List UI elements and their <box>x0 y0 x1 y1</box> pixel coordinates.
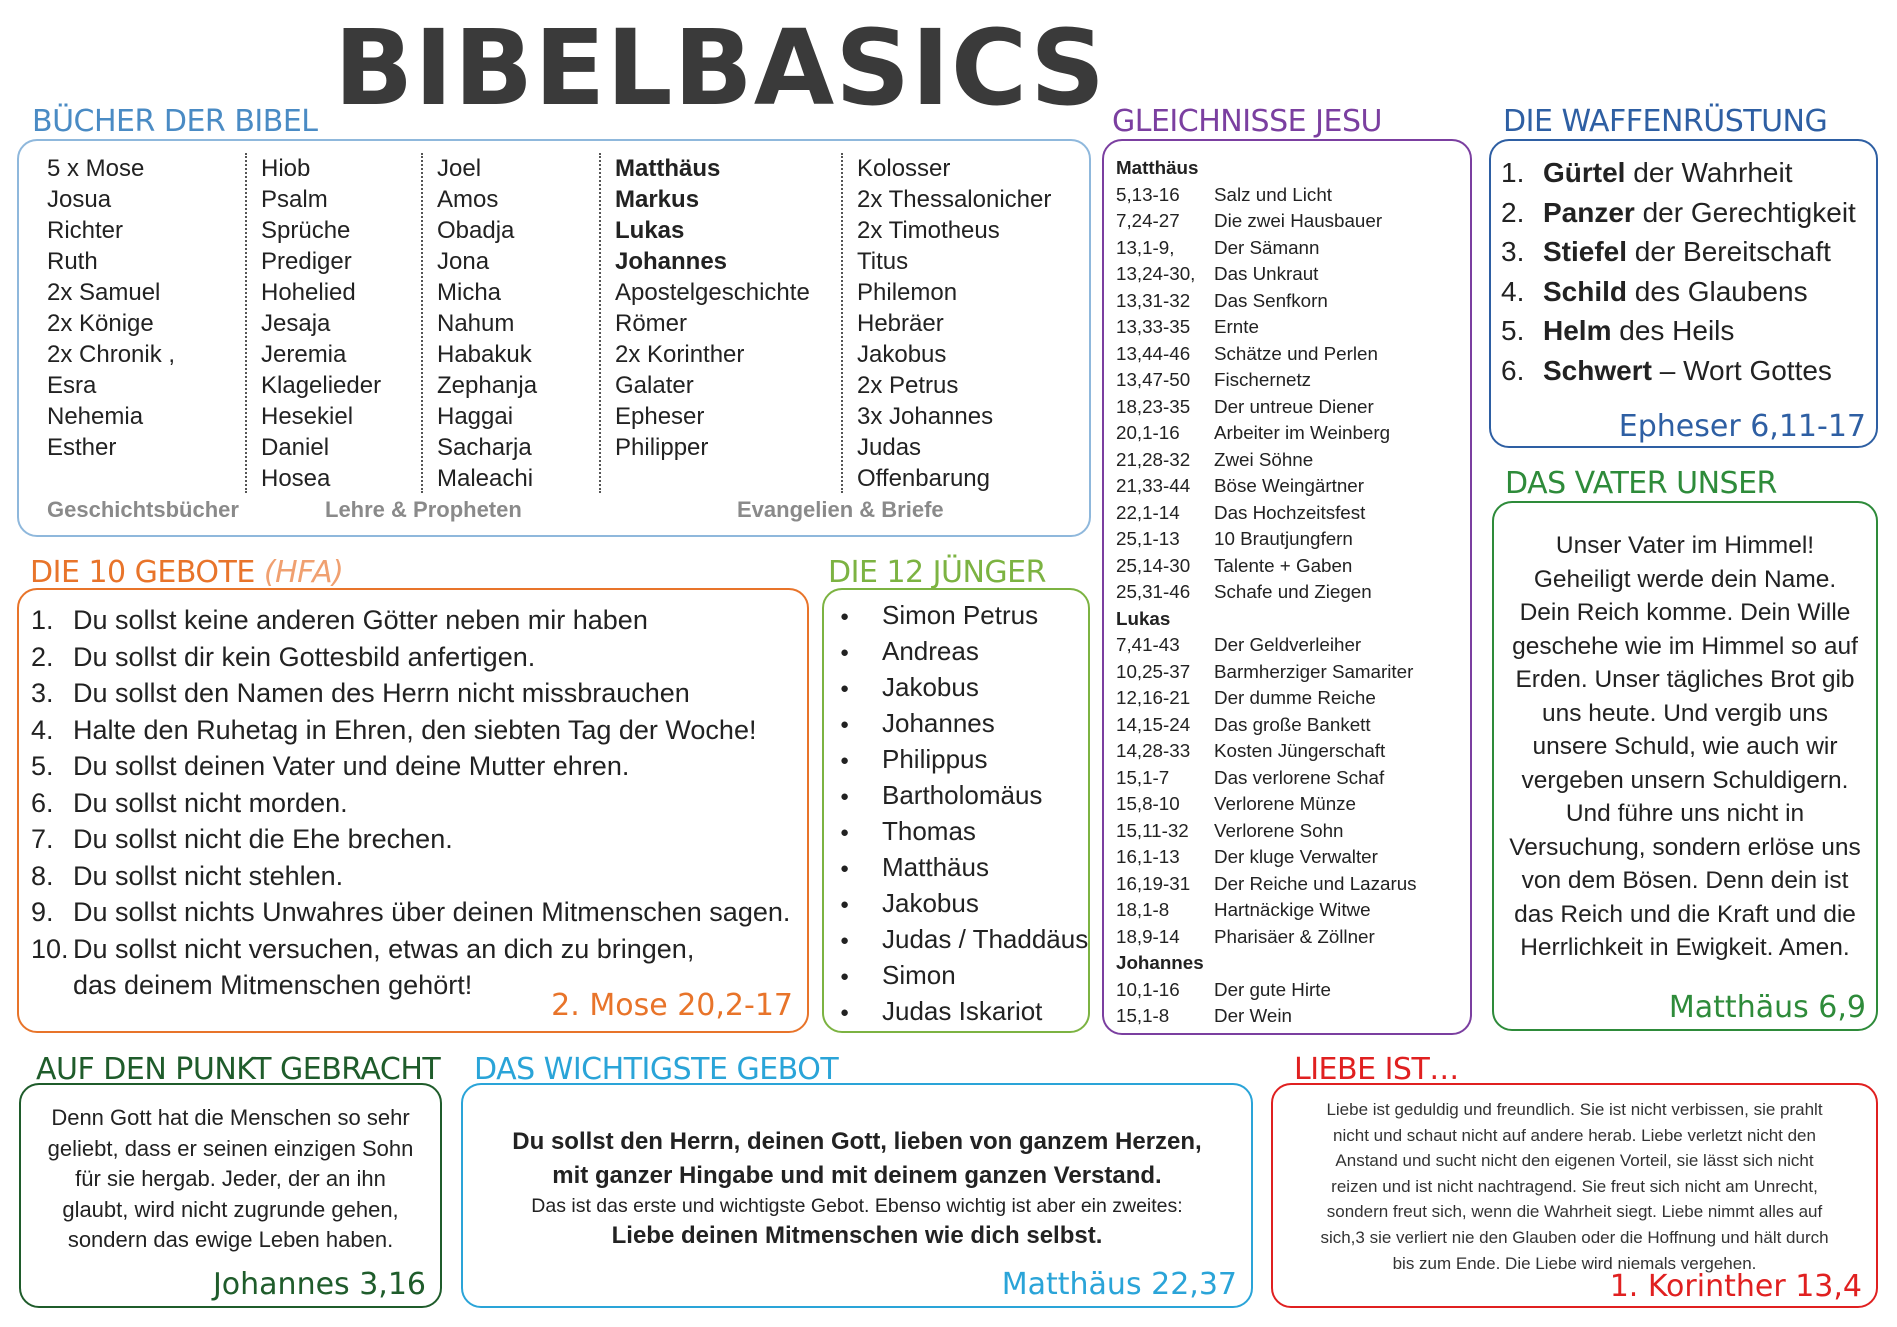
book-name: Offenbarung <box>857 465 990 492</box>
armor-meaning: des Glaubens <box>1627 275 1808 307</box>
disciple-item: ● Judas Iskariot <box>838 994 1088 1030</box>
parable-title: Talente + Gaben <box>1214 554 1353 576</box>
book-name: Jesaja <box>261 310 331 337</box>
parable-row <box>1116 314 1417 341</box>
book-name: Joel <box>437 155 482 182</box>
book-name: Esra <box>47 372 97 399</box>
parable-row <box>1116 924 1417 951</box>
parable-ref: 18,23-35 <box>1116 395 1191 417</box>
caption-history: Geschichtsbücher <box>47 497 239 522</box>
book-name: Lukas <box>615 217 685 244</box>
parable-ref: 16,19-31 <box>1116 872 1191 894</box>
commandments-list <box>31 602 790 1004</box>
armor-piece: Schwert <box>1543 354 1652 386</box>
book-name: Römer <box>615 310 688 337</box>
divider <box>599 153 601 493</box>
commandment-item <box>31 858 790 895</box>
parables-list <box>1116 155 1417 1030</box>
parable-row <box>1116 447 1417 474</box>
book-name: Philipper <box>615 434 709 461</box>
parable-title: Der Reiche und Lazarus <box>1214 872 1417 894</box>
disciple-item: ● Jakobus <box>838 670 1088 706</box>
love-line: nicht und schaut nicht auf andere herab. Liebe verletzt nicht den <box>1333 1125 1816 1145</box>
commandment-text: Du sollst keine anderen Götter neben mir haben <box>73 605 648 635</box>
parable-title: Der dumme Reiche <box>1214 687 1376 708</box>
armor-number: 5. <box>1501 315 1525 346</box>
prayer-reference: Matthäus 6,9 <box>1668 990 1866 1025</box>
summary-box <box>19 1083 442 1308</box>
parable-title: Der Sämann <box>1214 236 1320 258</box>
commandment-item <box>31 931 790 968</box>
armor-number: 4. <box>1501 275 1525 307</box>
parable-row <box>1116 579 1417 606</box>
parable-group-label: Johannes <box>1116 952 1204 973</box>
parable-row <box>1116 712 1417 739</box>
book-name: 2x Chronik , <box>47 341 176 368</box>
armor-item <box>1501 153 1856 193</box>
commandment-item <box>31 821 790 858</box>
commandment-text: Halte den Ruhetag in Ehren, den siebten Tag der Woche! <box>73 714 757 745</box>
parable-title: Der untreue Diener <box>1214 395 1374 417</box>
commandment-number: 2. <box>31 641 54 672</box>
page-title: BIBELBASICS <box>333 7 1107 129</box>
armor-item <box>1501 193 1856 233</box>
love-line: sich,3 sie verliert nie den Glauben oder die Hoffnung und hält durch <box>1320 1227 1829 1247</box>
parable-title: Fischernetz <box>1214 369 1312 390</box>
parable-ref: 22,1-14 <box>1116 501 1180 523</box>
prayer-box <box>1492 501 1878 1031</box>
parable-row <box>1116 871 1417 898</box>
divider <box>245 153 247 493</box>
parable-title: Verlorene Sohn <box>1214 819 1344 841</box>
commandment-text: Du sollst den Namen des Herrn nicht missbrauchen <box>73 678 690 708</box>
parable-title: Salz und Licht <box>1214 183 1332 205</box>
commandment-text: Du sollst deinen Vater und deine Mutter ehren. <box>73 751 630 781</box>
parable-row <box>1116 420 1417 447</box>
prayer-heading: DAS VATER UNSER <box>1505 466 1777 501</box>
parable-title: Die zwei Hausbauer <box>1214 210 1383 231</box>
love-heading: LIEBE IST… <box>1294 1052 1459 1087</box>
love-line: Liebe ist geduldig und freundlich. Sie ist nicht verbissen, sie prahlt <box>1326 1100 1823 1119</box>
summary-line: für sie hergab. Jeder, der an ihn <box>75 1166 386 1191</box>
parable-row <box>1116 553 1417 580</box>
armor-meaning: – Wort Gottes <box>1651 354 1832 386</box>
parable-ref: 13,1-9, <box>1116 236 1175 258</box>
disciple-item: ● Andreas <box>838 634 1088 670</box>
commandments-reference: 2. Mose 20,2-17 <box>551 988 793 1023</box>
greatest-text <box>463 1125 1251 1253</box>
commandment-number: 7. <box>31 824 54 854</box>
books-box <box>17 139 1091 537</box>
prayer-text <box>1494 529 1876 965</box>
parable-ref: 25,31-46 <box>1116 581 1191 602</box>
greatest-line-2: mit ganzer Hingabe und mit deinem ganzen Verstand. <box>552 1162 1162 1189</box>
disciple-item: ● Judas / Thaddäus <box>838 922 1088 958</box>
commandments-box <box>17 588 809 1033</box>
book-name: Richter <box>47 217 124 244</box>
book-name: Hebräer <box>857 310 944 337</box>
commandment-item <box>31 675 790 712</box>
parable-title: Kosten Jüngerschaft <box>1214 740 1386 761</box>
parable-title: Arbeiter im Weinberg <box>1214 422 1391 443</box>
prayer-line: unsere Schuld, wie auch wir <box>1532 733 1838 760</box>
book-name: Klagelieder <box>261 372 382 399</box>
book-name: 2x Timotheus <box>857 217 1000 244</box>
divider <box>841 153 843 493</box>
parable-row <box>1116 367 1417 394</box>
parable-title: Barmherziger Samariter <box>1214 660 1414 682</box>
armor-list <box>1501 153 1856 390</box>
commandment-item <box>31 639 790 676</box>
disciple-item: ● Bartholomäus <box>838 778 1088 814</box>
parable-row <box>1116 791 1417 818</box>
parable-row <box>1116 208 1417 235</box>
armor-piece: Schild <box>1543 275 1628 307</box>
commandment-item <box>31 894 790 931</box>
disciple-item: ● Thomas <box>838 814 1088 850</box>
book-name: Hohelied <box>261 279 356 306</box>
armor-item <box>1501 311 1856 351</box>
armor-number: 1. <box>1501 157 1525 188</box>
prayer-line: Geheiligt werde dein Name. <box>1533 565 1837 593</box>
commandment-number: 4. <box>31 714 54 745</box>
book-name: Matthäus <box>615 155 721 182</box>
divider <box>421 153 423 493</box>
prayer-line: Versuchung, sondern erlöse uns <box>1509 833 1861 861</box>
love-line: Anstand und sucht nicht den eigenen Vorteil, sie lässt sich nicht <box>1335 1151 1814 1171</box>
book-name: 2x Petrus <box>857 372 959 399</box>
parable-ref: 5,13-16 <box>1116 183 1180 205</box>
parable-row <box>1116 182 1417 209</box>
book-name: Kolosser <box>857 155 951 182</box>
parable-ref: 21,28-32 <box>1116 448 1191 470</box>
parable-ref: 13,24-30, <box>1116 263 1196 284</box>
parable-row <box>1116 235 1417 262</box>
parable-title: 10 Brautjungfern <box>1214 528 1353 549</box>
parable-ref: 10,1-16 <box>1116 978 1180 1000</box>
parable-ref: 10,25-37 <box>1116 660 1191 682</box>
books-heading: BÜCHER DER BIBEL <box>32 104 318 139</box>
commandment-item <box>31 785 790 822</box>
parable-ref: 13,47-50 <box>1116 369 1191 390</box>
books-col-prophets <box>437 153 537 494</box>
parable-title: Schätze und Perlen <box>1214 342 1378 364</box>
book-name: 5 x Mose <box>47 155 145 182</box>
parable-row <box>1116 1003 1417 1030</box>
parable-title: Das Hochzeitsfest <box>1214 501 1366 523</box>
parable-ref: 7,41-43 <box>1116 634 1180 655</box>
love-line: reizen und ist nicht nachtragend. Sie freut sich nicht am Unrecht, <box>1331 1176 1818 1196</box>
summary-line: geliebt, dass er seinen einzigen Sohn <box>47 1135 414 1161</box>
armor-piece: Gürtel <box>1543 157 1626 188</box>
book-name: 2x Thessalonicher <box>857 186 1052 213</box>
commandment-number: 6. <box>31 787 54 818</box>
parable-ref: 14,28-33 <box>1116 740 1191 761</box>
book-name: Micha <box>437 279 502 306</box>
parable-ref: 15,11-32 <box>1116 819 1189 841</box>
parable-title: Ernte <box>1214 316 1259 337</box>
greatest-box <box>461 1083 1253 1308</box>
book-name: Jeremia <box>261 341 347 368</box>
book-name: 2x Korinther <box>615 341 745 368</box>
armor-piece: Stiefel <box>1543 236 1628 267</box>
parable-row <box>1116 341 1417 368</box>
parable-title: Der Geldverleiher <box>1214 634 1362 655</box>
greatest-line-4: Liebe deinen Mitmenschen wie dich selbst. <box>611 1222 1103 1249</box>
book-name: Epheser <box>615 403 705 430</box>
disciples-box <box>822 588 1090 1033</box>
summary-heading: AUF DEN PUNKT GEBRACHT <box>36 1052 441 1087</box>
parable-title: Böse Weingärtner <box>1214 475 1364 496</box>
commandment-text: Du sollst nicht die Ehe brechen. <box>73 824 453 854</box>
prayer-line: geschehe wie im Himmel so auf <box>1512 632 1858 660</box>
book-name: Prediger <box>261 248 352 275</box>
parable-ref: 13,44-46 <box>1116 342 1191 364</box>
book-name: Galater <box>615 372 694 399</box>
books-col-wisdom <box>261 153 381 494</box>
parable-ref: 25,1-13 <box>1116 528 1180 549</box>
parable-title: Zwei Söhne <box>1214 448 1314 470</box>
commandment-text: das deinem Mitmenschen gehört! <box>73 970 473 1000</box>
parable-title: Der Wein <box>1214 1005 1292 1026</box>
books-col-history <box>47 153 175 463</box>
book-name: Markus <box>615 186 700 213</box>
parable-row <box>1116 765 1417 792</box>
book-name: Sacharja <box>437 434 532 461</box>
book-name: Esther <box>47 434 117 461</box>
love-line: sondern freut sich, wenn die Wahrheit siegt. Liebe nimmt alles auf <box>1326 1202 1823 1222</box>
prayer-line: das Reich und die Kraft und die <box>1514 900 1856 928</box>
armor-meaning: der Wahrheit <box>1625 157 1793 188</box>
disciple-item: ● Matthäus <box>838 850 1088 886</box>
parable-ref: 13,33-35 <box>1116 316 1191 337</box>
parable-ref: 21,33-44 <box>1116 475 1191 496</box>
summary-line: Denn Gott hat die Menschen so sehr <box>51 1105 410 1130</box>
love-reference: 1. Korinther 13,4 <box>1609 1269 1862 1304</box>
commandment-number: 1. <box>31 605 54 635</box>
book-name: Titus <box>857 248 909 275</box>
book-name: Philemon <box>857 279 958 306</box>
parable-row <box>1116 500 1417 527</box>
parable-row <box>1116 526 1417 553</box>
commandments-title: DIE 10 GEBOTE <box>30 555 255 590</box>
commandment-text: Du sollst nicht versuchen, etwas an dich zu bringen, <box>73 933 695 964</box>
parable-ref: 7,24-27 <box>1116 210 1180 231</box>
books-col-gospels <box>615 153 810 463</box>
book-name: Jakobus <box>857 341 947 368</box>
disciple-item: ● Philippus <box>838 742 1088 778</box>
book-name: Nehemia <box>47 403 144 430</box>
commandment-text: Du sollst nicht stehlen. <box>73 860 344 891</box>
summary-line: glaubt, wird nicht zugrunde gehen, <box>62 1196 399 1222</box>
parable-title: Pharisäer & Zöllner <box>1214 925 1375 947</box>
parable-group-label: Lukas <box>1116 607 1171 629</box>
commandment-item <box>31 602 790 639</box>
love-line: bis zum Ende. Die Liebe wird niemals vergehen. <box>1392 1253 1757 1273</box>
summary-line: sondern das ewige Leben haben. <box>67 1227 394 1252</box>
greatest-line-3: Das ist das erste und wichtigste Gebot. Ebenso wichtig ist aber ein zweites: <box>531 1195 1183 1217</box>
caption-teaching: Lehre & Propheten <box>325 497 522 522</box>
armor-item <box>1501 272 1856 312</box>
commandment-number: 9. <box>31 897 54 927</box>
summary-text <box>21 1103 440 1256</box>
parable-ref: 14,15-24 <box>1116 713 1191 735</box>
summary-reference: Johannes 3,16 <box>212 1267 426 1302</box>
parable-ref: 25,14-30 <box>1116 554 1191 576</box>
book-name: 3x Johannes <box>857 403 994 430</box>
armor-heading: DIE WAFFENRÜSTUNG <box>1503 104 1828 139</box>
commandment-number: 10. <box>31 933 69 964</box>
armor-meaning: des Heils <box>1611 315 1735 346</box>
love-box <box>1271 1083 1878 1308</box>
parable-title: Der kluge Verwalter <box>1214 846 1378 867</box>
parable-row <box>1116 632 1417 659</box>
book-name: Judas <box>857 434 922 461</box>
book-name: Hiob <box>261 155 311 182</box>
prayer-line: von dem Bösen. Denn dein ist <box>1521 867 1849 894</box>
book-name: Johannes <box>615 248 728 275</box>
armor-reference: Epheser 6,11-17 <box>1618 409 1866 444</box>
commandment-item <box>31 712 790 749</box>
parable-row <box>1116 738 1417 765</box>
greatest-line-1: Du sollst den Herrn, deinen Gott, lieben von ganzem Herzen, <box>512 1128 1202 1155</box>
parable-row <box>1116 394 1417 421</box>
armor-meaning: der Bereitschaft <box>1627 236 1831 267</box>
disciple-item: ● Simon Petrus <box>838 598 1088 634</box>
parable-title: Verlorene Münze <box>1214 793 1356 814</box>
parable-title: Das Unkraut <box>1214 263 1319 284</box>
armor-meaning: der Gerechtigkeit <box>1634 196 1856 228</box>
book-name: Hosea <box>261 465 331 492</box>
book-name: Maleachi <box>437 465 534 492</box>
greatest-heading: DAS WICHTIGSTE GEBOT <box>474 1052 839 1087</box>
parables-box <box>1102 139 1472 1035</box>
commandment-number: 5. <box>31 751 54 781</box>
disciples-list <box>838 598 1088 1030</box>
armor-box <box>1489 139 1878 448</box>
armor-number: 2. <box>1501 196 1525 228</box>
parable-row <box>1116 473 1417 500</box>
caption-gospels: Evangelien & Briefe <box>737 497 944 522</box>
commandments-heading <box>30 555 343 591</box>
books-col-letters <box>857 153 1051 494</box>
parable-row <box>1116 818 1417 845</box>
parable-title: Der gute Hirte <box>1214 978 1331 1000</box>
parable-ref: 13,31-32 <box>1116 289 1191 311</box>
parable-row <box>1116 977 1417 1004</box>
parables-heading: GLEICHNISSE JESU <box>1112 104 1382 139</box>
parable-ref: 16,1-13 <box>1116 846 1180 867</box>
parable-row <box>1116 288 1417 315</box>
commandment-item <box>31 748 790 785</box>
book-name: Ruth <box>47 248 98 275</box>
parable-row <box>1116 844 1417 871</box>
parable-ref: 18,1-8 <box>1116 899 1170 920</box>
parable-ref: 15,8-10 <box>1116 793 1180 814</box>
book-name: Sprüche <box>261 217 351 244</box>
book-name: Hesekiel <box>261 403 354 430</box>
armor-item <box>1501 232 1856 272</box>
prayer-line: uns heute. Und vergib uns <box>1541 699 1829 727</box>
parable-title: Das große Bankett <box>1214 713 1371 735</box>
parable-row <box>1116 659 1417 686</box>
parable-row <box>1116 685 1417 712</box>
armor-piece: Helm <box>1543 315 1612 346</box>
armor-piece: Panzer <box>1543 196 1635 228</box>
book-name: Jona <box>437 248 490 275</box>
armor-item <box>1501 351 1856 391</box>
commandment-number: 3. <box>31 678 54 708</box>
parable-ref: 20,1-16 <box>1116 422 1180 443</box>
greatest-reference: Matthäus 22,37 <box>1001 1267 1237 1302</box>
parable-title: Das verlorene Schaf <box>1214 766 1385 788</box>
parable-row <box>1116 897 1417 924</box>
commandment-number <box>31 967 73 1004</box>
book-name: Josua <box>47 186 112 213</box>
book-name: 2x Könige <box>47 310 154 337</box>
disciple-item: ● Jakobus <box>838 886 1088 922</box>
book-name: Psalm <box>261 186 328 213</box>
book-name: Apostelgeschichte <box>615 279 810 306</box>
parable-ref: 15,1-7 <box>1116 766 1170 788</box>
commandment-text: Du sollst dir kein Gottesbild anfertigen. <box>73 641 536 672</box>
disciples-heading: DIE 12 JÜNGER <box>828 555 1046 590</box>
disciple-item: ● Simon <box>838 958 1088 994</box>
book-name: Haggai <box>437 403 514 430</box>
parable-ref: 18,9-14 <box>1116 925 1180 947</box>
prayer-line: Und führe uns nicht in <box>1565 800 1805 827</box>
prayer-line: Dein Reich komme. Dein Wille <box>1519 599 1851 626</box>
book-name: Habakuk <box>437 341 532 368</box>
commandments-note: (HFA) <box>263 555 344 590</box>
book-name: Nahum <box>437 310 515 337</box>
armor-number: 3. <box>1501 236 1525 267</box>
parable-title: Schafe und Ziegen <box>1214 581 1372 602</box>
book-name: Obadja <box>437 217 515 244</box>
commandment-text: Du sollst nichts Unwahres über deinen Mitmenschen sagen. <box>73 897 791 927</box>
commandment-number: 8. <box>31 860 54 891</box>
prayer-line: Unser Vater im Himmel! <box>1555 532 1815 559</box>
love-text <box>1273 1097 1876 1276</box>
prayer-line: Erden. Unser tägliches Brot gib <box>1515 666 1855 693</box>
book-name: 2x Samuel <box>47 279 161 306</box>
parable-ref: 15,1-8 <box>1116 1005 1170 1026</box>
prayer-line: vergeben unsern Schuldigern. <box>1521 766 1849 794</box>
parable-title: Das Senfkorn <box>1214 289 1328 311</box>
book-name: Daniel <box>261 434 330 461</box>
parable-row <box>1116 261 1417 288</box>
prayer-line: Herrlichkeit in Ewigkeit. Amen. <box>1520 934 1850 961</box>
armor-number: 6. <box>1501 354 1525 386</box>
commandment-text: Du sollst nicht morden. <box>73 787 348 818</box>
disciple-item: ● Johannes <box>838 706 1088 742</box>
parable-title: Hartnäckige Witwe <box>1214 899 1371 920</box>
book-name: Amos <box>437 186 499 213</box>
book-name: Zephanja <box>437 372 538 399</box>
parable-group-label: Matthäus <box>1116 157 1199 178</box>
parable-ref: 12,16-21 <box>1116 687 1191 708</box>
